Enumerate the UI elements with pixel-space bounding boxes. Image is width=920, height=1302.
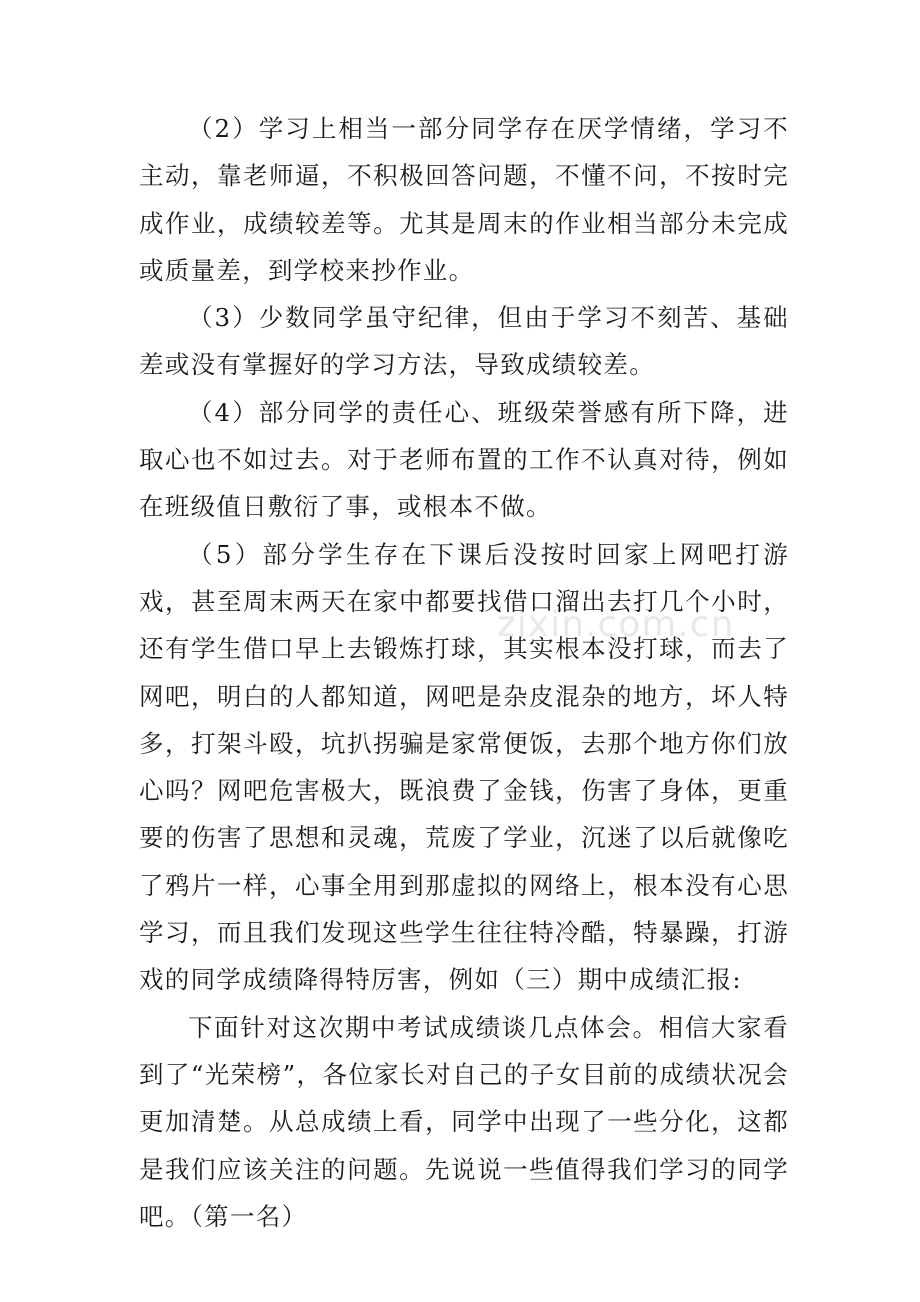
paragraph-item-4: （4）部分同学的责任心、班级荣誉感有所下降，进取心也不如过去。对于老师布置的工作不认真对待，例如在班级值日敷衍了事，或根本不做。 (139, 397, 789, 522)
paragraph-midterm-report: 下面针对这次期中考试成绩谈几点体会。相信大家看到了“光荣榜”，各位家长对自己的子女目前的成绩状况会更加清楚。从总成绩上看，同学中出现了一些分化，这都是我们应该关注的问题。先说说一些值得我们学习的同学吧。（第一名） (139, 1012, 789, 1231)
paragraph-item-2: （2）学习上相当一部分同学存在厌学情绪，学习不主动，靠老师逼，不积极回答问题，不懂不问，不按时完成作业，成绩较差等。尤其是周末的作业相当部分未完成或质量差，到学校来抄作业。 (139, 114, 789, 285)
paragraph-item-3: （3）少数同学虽守纪律，但由于学习不刻苦、基础差或没有掌握好的学习方法，导致成绩较差。 (139, 303, 789, 380)
document-body (139, 105, 789, 1240)
paragraph-item-5: （5）部分学生存在下课后没按时回家上网吧打游戏，甚至周末两天在家中都要找借口溜出去打几个小时，还有学生借口早上去锻炼打球，其实根本没打球，而去了网吧，明白的人都知道，网吧是杂皮混杂的地方，坏人特多，打架斗殴，坑扒拐骗是家常便饭，去那个地方你们放心吗？网吧危害极大，既浪费了金钱，伤害了身体，更重要的伤害了思想和灵魂，荒废了学业，沉迷了以后就像吃了鸦片一样，心事全用到那虚拟的网络上，根本没有心思学习，而且我们发现这些学生往往特冷酷，特暴躁，打游戏的同学成绩降得特厉害，例如（三）期中成绩汇报: (139, 539, 789, 995)
watermark: zixin.com.cn (497, 604, 735, 645)
